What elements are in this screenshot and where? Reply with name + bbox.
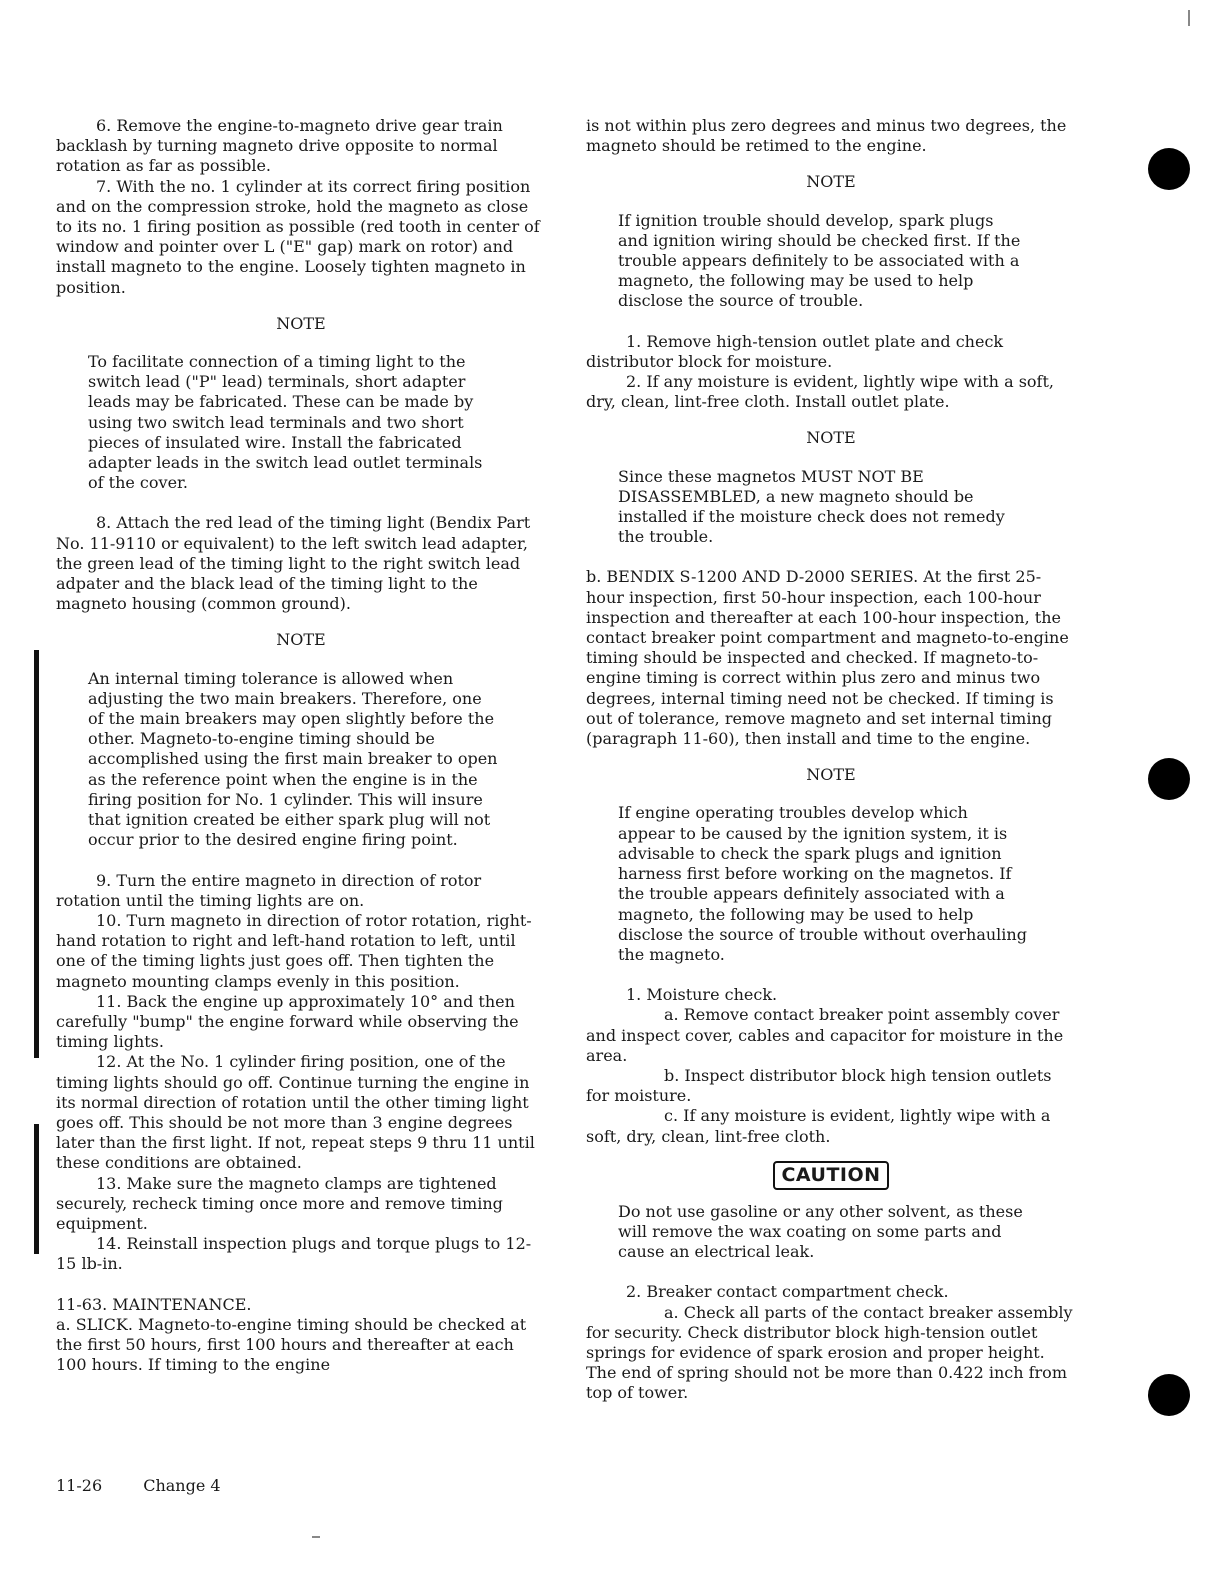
caution-text: Do not use gasoline or any other solvent, as these will remove the wax coating on some parts and cause an electrical leak. xyxy=(618,1201,1023,1262)
item-1: 1. Remove high-tension outlet plate and check distributor block for moisture. xyxy=(586,331,1004,371)
binder-hole-top xyxy=(1148,148,1190,190)
note-heading: NOTE xyxy=(806,428,856,448)
paragraph-b: b. BENDIX S-1200 AND D-2000 SERIES. At the first 25-hour inspection, first 50-hour inspection, each 100-hour inspection and thereafter at each 100-hour inspection, the contact breaker point compartment and magneto-to-engine timing should be inspected and checked. If magneto-to-engine timing is correct within plus zero and minus two degrees, internal timing need not be checked. If timing is out of tolerance, remove magneto and set internal timing (paragraph 11-60), then install and time to the engine. xyxy=(586,567,1069,749)
note-heading: NOTE xyxy=(806,765,856,785)
note-heading: NOTE xyxy=(806,172,856,192)
page-number: 11-26 xyxy=(56,1476,103,1495)
note-text: Since these magnetos MUST NOT BE DISASSEMBLED, a new magneto should be installed if the moisture check does not remedy the trouble. xyxy=(618,466,1005,547)
paragraph-a: a. SLICK. Magneto-to-engine timing should be checked at the first 50 hours, first 100 hours and thereafter at each 100 hours. If timing to the engine xyxy=(56,1314,527,1375)
note-text: If ignition trouble should develop, spark plugs and ignition wiring should be checked first. If the trouble appears definitely to be associated with a magneto, the following may be used to help disclose the source of trouble. xyxy=(618,210,1021,311)
section-heading: 11-63. MAINTENANCE. xyxy=(56,1294,252,1314)
check-1: 1. Moisture check. xyxy=(626,985,778,1005)
binder-hole-bottom xyxy=(1148,1374,1190,1416)
step-14: 14. Reinstall inspection plugs and torque plugs to 12-15 lb-in. xyxy=(56,1234,532,1274)
note-text: If engine operating troubles develop which appear to be caused by the ignition system, it is advisable to check the spark plugs and ignition harness first before working on the magnetos. If the trouble appears definitely associated with a magneto, the following may be used to help disclose the source of trouble without overhauling the magneto. xyxy=(618,803,1027,964)
step-9: 9. Turn the entire magneto in direction of rotor rotation until the timing lights are on. xyxy=(56,870,482,910)
caution-banner xyxy=(586,1161,1076,1190)
check-1a: a. Remove contact breaker point assembly cover and inspect cover, cables and capacitor for moisture in the area. xyxy=(586,1005,1064,1065)
step-13: 13. Make sure the magneto clamps are tightened securely, recheck timing once more and remove timing equipment. xyxy=(56,1173,503,1233)
note-heading: NOTE xyxy=(276,313,326,333)
check-2a: a. Check all parts of the contact breaker assembly for security. Check distributor block high-tension outlet springs for evidence of spark erosion and proper height. The end of spring should not be more than 0.422 inch from top of tower. xyxy=(586,1302,1073,1403)
revision-bar-2 xyxy=(34,1124,39,1254)
step-8: 8. Attach the red lead of the timing light (Bendix Part No. 11-9110 or equivalent) to the left switch lead adapter, the green lead of the timing light to the right switch lead adpater and the black lead of the timing light to the magneto housing (common ground). xyxy=(56,513,531,614)
note-heading: NOTE xyxy=(276,630,326,650)
check-1b: b. Inspect distributor block high tension outlets for moisture. xyxy=(586,1065,1052,1106)
check-1c: c. If any moisture is evident, lightly wipe with a soft, dry, clean, lint-free cloth. xyxy=(586,1106,1051,1146)
change-number: Change 4 xyxy=(143,1476,221,1495)
check-2: 2. Breaker contact compartment check. xyxy=(626,1282,949,1302)
step-7: 7. With the no. 1 cylinder at its correct firing position and on the compression stroke, hold the magneto as close to its no. 1 firing position as possible (red tooth in center of window and pointer over L ("E" gap) mark on rotor) and install magneto to the engine. Loosely tighten magneto in position. xyxy=(56,176,540,297)
paragraph-a-continued: is not within plus zero degrees and minus two degrees, the magneto should be retimed to the engine. xyxy=(586,116,1067,156)
caution-label: CAUTION xyxy=(773,1161,888,1190)
page-footer xyxy=(56,1476,257,1496)
step-11: 11. Back the engine up approximately 10° and then carefully "bump" the engine forward while observing the timing lights. xyxy=(56,991,519,1052)
right-column xyxy=(586,116,1076,1404)
step-12: 12. At the No. 1 cylinder firing position, one of the timing lights should go off. Continue turning the engine in its normal direction of rotation until the other timing light goes off. This should be not more than 3 engine degrees later than the first light. If not, repeat steps 9 thru 11 until these conditions are obtained. xyxy=(56,1052,535,1173)
note-text: To facilitate connection of a timing light to the switch lead ("P" lead) terminals, short adapter leads may be fabricated. These can be made by using two switch lead terminals and two short pieces of insulated wire. Install the fabricated adapter leads in the switch lead outlet terminals of the cover. xyxy=(88,352,483,493)
scan-mark xyxy=(1188,10,1190,26)
binder-hole-middle xyxy=(1148,758,1190,800)
step-6: 6. Remove the engine-to-magneto drive gear train backlash by turning magneto drive opposite to normal rotation as far as possible. xyxy=(56,116,503,176)
scan-mark xyxy=(312,1536,320,1538)
item-2: 2. If any moisture is evident, lightly wipe with a soft, dry, clean, lint-free cloth. Install outlet plate. xyxy=(586,372,1054,412)
left-column xyxy=(56,116,546,1375)
note-text: An internal timing tolerance is allowed when adjusting the two main breakers. Therefore, one of the main breakers may open slightly before the other. Magneto-to-engine timing should be accomplished using the first main breaker to open as the reference point when the engine is in the firing position for No. 1 cylinder. This will insure that ignition created be either spark plug will not occur prior to the desired engine firing point. xyxy=(88,668,498,850)
revision-bar-1 xyxy=(34,650,39,1058)
step-10: 10. Turn magneto in direction of rotor rotation, right-hand rotation to right and left-hand rotation to left, until one of the timing lights just goes off. Then tighten the magneto mounting clamps evenly in this position. xyxy=(56,910,532,991)
